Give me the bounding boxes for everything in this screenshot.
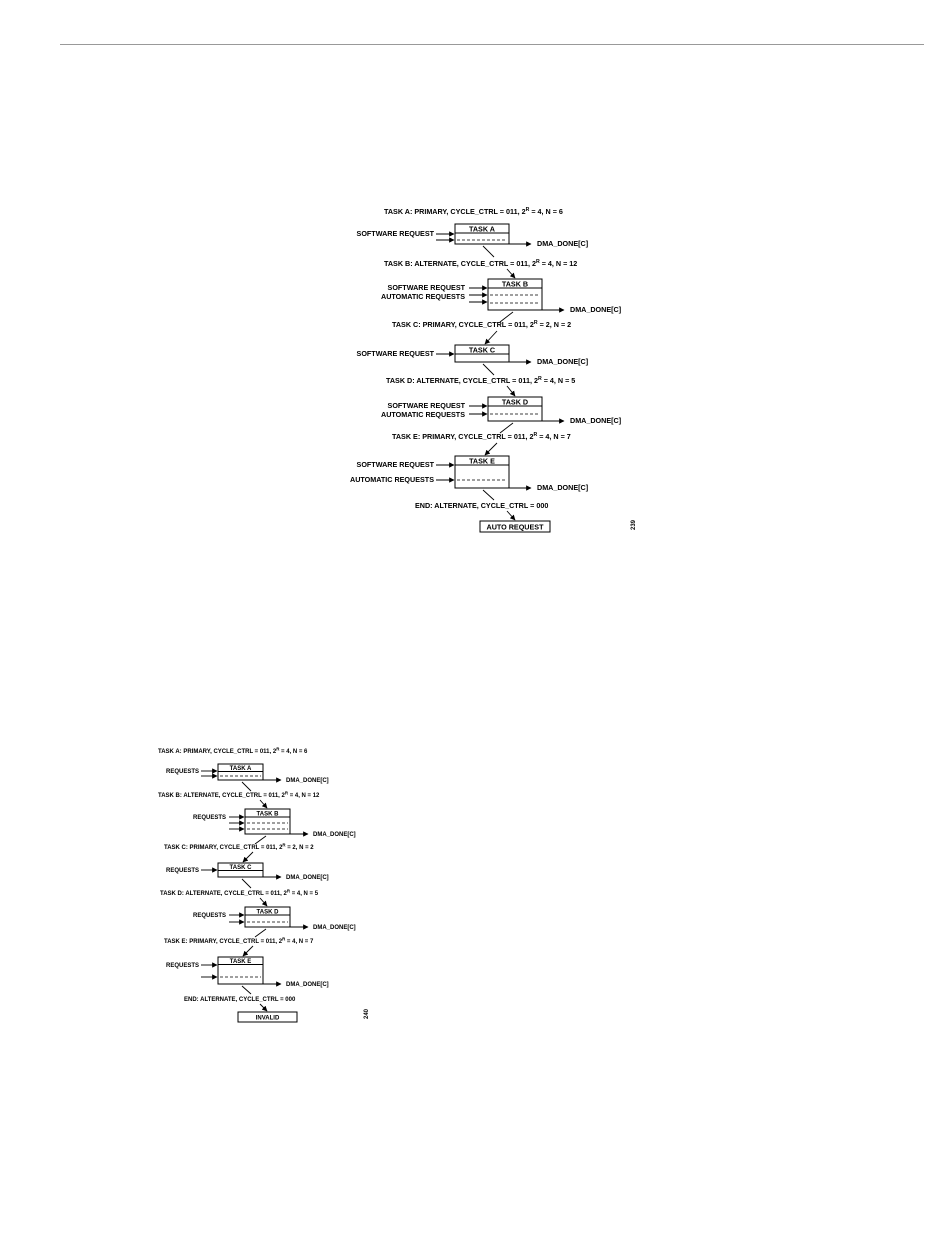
task-e-group (164, 937, 329, 995)
task-d-label: TASK D (501, 397, 529, 407)
task-a-done-label: DMA_DONE[C] (537, 239, 589, 248)
task-e-auto-label: AUTOMATIC REQUESTS (350, 475, 434, 484)
task-b-label: TASK B (256, 811, 279, 818)
peripheral-scatter-gather-diagram (158, 747, 370, 1023)
task-c-label: TASK C (229, 865, 252, 871)
task-e-done-label: DMA_DONE[C] (286, 982, 329, 988)
task-d-group (381, 376, 621, 433)
task-a-header: TASK A: PRIMARY, CYCLE_CTRL = 011, $2^R = 4$, N = 6 (158, 746, 308, 755)
task-b-header: TASK B: ALTERNATE, CYCLE_CTRL = 011, $2^R = 4$, N = 12 (384, 259, 578, 268)
task-b-group (158, 791, 356, 845)
task-d-header: TASK D: ALTERNATE, CYCLE_CTRL = 011, $2^R = 4$, N = 5 (160, 888, 319, 897)
figure-id: 240 (364, 1008, 370, 1019)
task-e-label: TASK E (229, 959, 252, 965)
connector-arrow (507, 269, 515, 278)
task-c-request-label: REQUESTS (165, 868, 199, 874)
task-b-header: TASK B: ALTERNATE, CYCLE_CTRL = 011, $2^R = 4$, N = 12 (158, 790, 320, 799)
task-c-header: TASK C: PRIMARY, CYCLE_CTRL = 011, $2^R = 2$, N = 2 (392, 320, 572, 329)
end-box-label: AUTO REQUEST (486, 522, 544, 532)
task-a-group (357, 207, 589, 257)
task-d-request-label: SOFTWARE REQUEST (387, 401, 465, 410)
task-b-request-label: SOFTWARE REQUEST (387, 283, 465, 292)
task-b-group (381, 259, 621, 322)
task-c-label: TASK C (468, 345, 496, 355)
task-b-done-label: DMA_DONE[C] (570, 305, 622, 314)
task-e-request-label: REQUESTS (165, 963, 199, 969)
task-a-request-label: SOFTWARE REQUEST (356, 229, 434, 238)
task-e-group (350, 432, 588, 500)
end-group (184, 997, 370, 1022)
task-c-done-label: DMA_DONE[C] (286, 875, 329, 881)
task-e-header: TASK E: PRIMARY, CYCLE_CTRL = 011, $2^R = 4$, N = 7 (164, 936, 314, 945)
end-label: END: ALTERNATE, CYCLE_CTRL = 000 (415, 501, 549, 510)
task-d-auto-label: AUTOMATIC REQUESTS (381, 410, 465, 419)
task-a-group (158, 747, 329, 792)
task-d-done-label: DMA_DONE[C] (570, 416, 622, 425)
task-d-label: TASK D (256, 909, 279, 916)
task-c-group (164, 843, 329, 889)
task-c-group (357, 320, 589, 375)
task-a-request-label: REQUESTS (165, 769, 199, 775)
task-d-request-label: REQUESTS (192, 913, 226, 919)
task-a-label: TASK A (469, 224, 495, 234)
task-b-label: TASK B (501, 279, 529, 289)
task-d-header: TASK D: ALTERNATE, CYCLE_CTRL = 011, $2^R = 4$, N = 5 (386, 376, 576, 385)
task-e-header: TASK E: PRIMARY, CYCLE_CTRL = 011, $2^R = 4$, N = 7 (392, 432, 571, 441)
task-b-request-label: REQUESTS (192, 815, 226, 821)
task-e-label: TASK E (469, 456, 495, 466)
task-d-group (160, 889, 356, 938)
task-c-done-label: DMA_DONE[C] (537, 357, 589, 366)
task-b-done-label: DMA_DONE[C] (313, 832, 356, 838)
memory-scatter-gather-diagram (350, 207, 637, 532)
task-c-header: TASK C: PRIMARY, CYCLE_CTRL = 011, $2^R = 2$, N = 2 (164, 842, 314, 851)
end-box-label: INVALID (255, 1015, 280, 1022)
end-label: END: ALTERNATE, CYCLE_CTRL = 000 (184, 997, 296, 1003)
figure-id: 239 (631, 519, 637, 530)
connector (483, 246, 494, 257)
task-e-request-label: SOFTWARE REQUEST (356, 460, 434, 469)
task-a-label: TASK A (229, 766, 252, 772)
end-group (415, 501, 637, 532)
task-a-header: TASK A: PRIMARY, CYCLE_CTRL = 011, $2^R = 4$, N = 6 (384, 207, 563, 216)
task-a-done-label: DMA_DONE[C] (286, 778, 329, 784)
task-c-request-label: SOFTWARE REQUEST (356, 349, 434, 358)
task-b-auto-label: AUTOMATIC REQUESTS (381, 292, 465, 301)
task-e-done-label: DMA_DONE[C] (537, 483, 589, 492)
task-d-done-label: DMA_DONE[C] (313, 925, 356, 931)
